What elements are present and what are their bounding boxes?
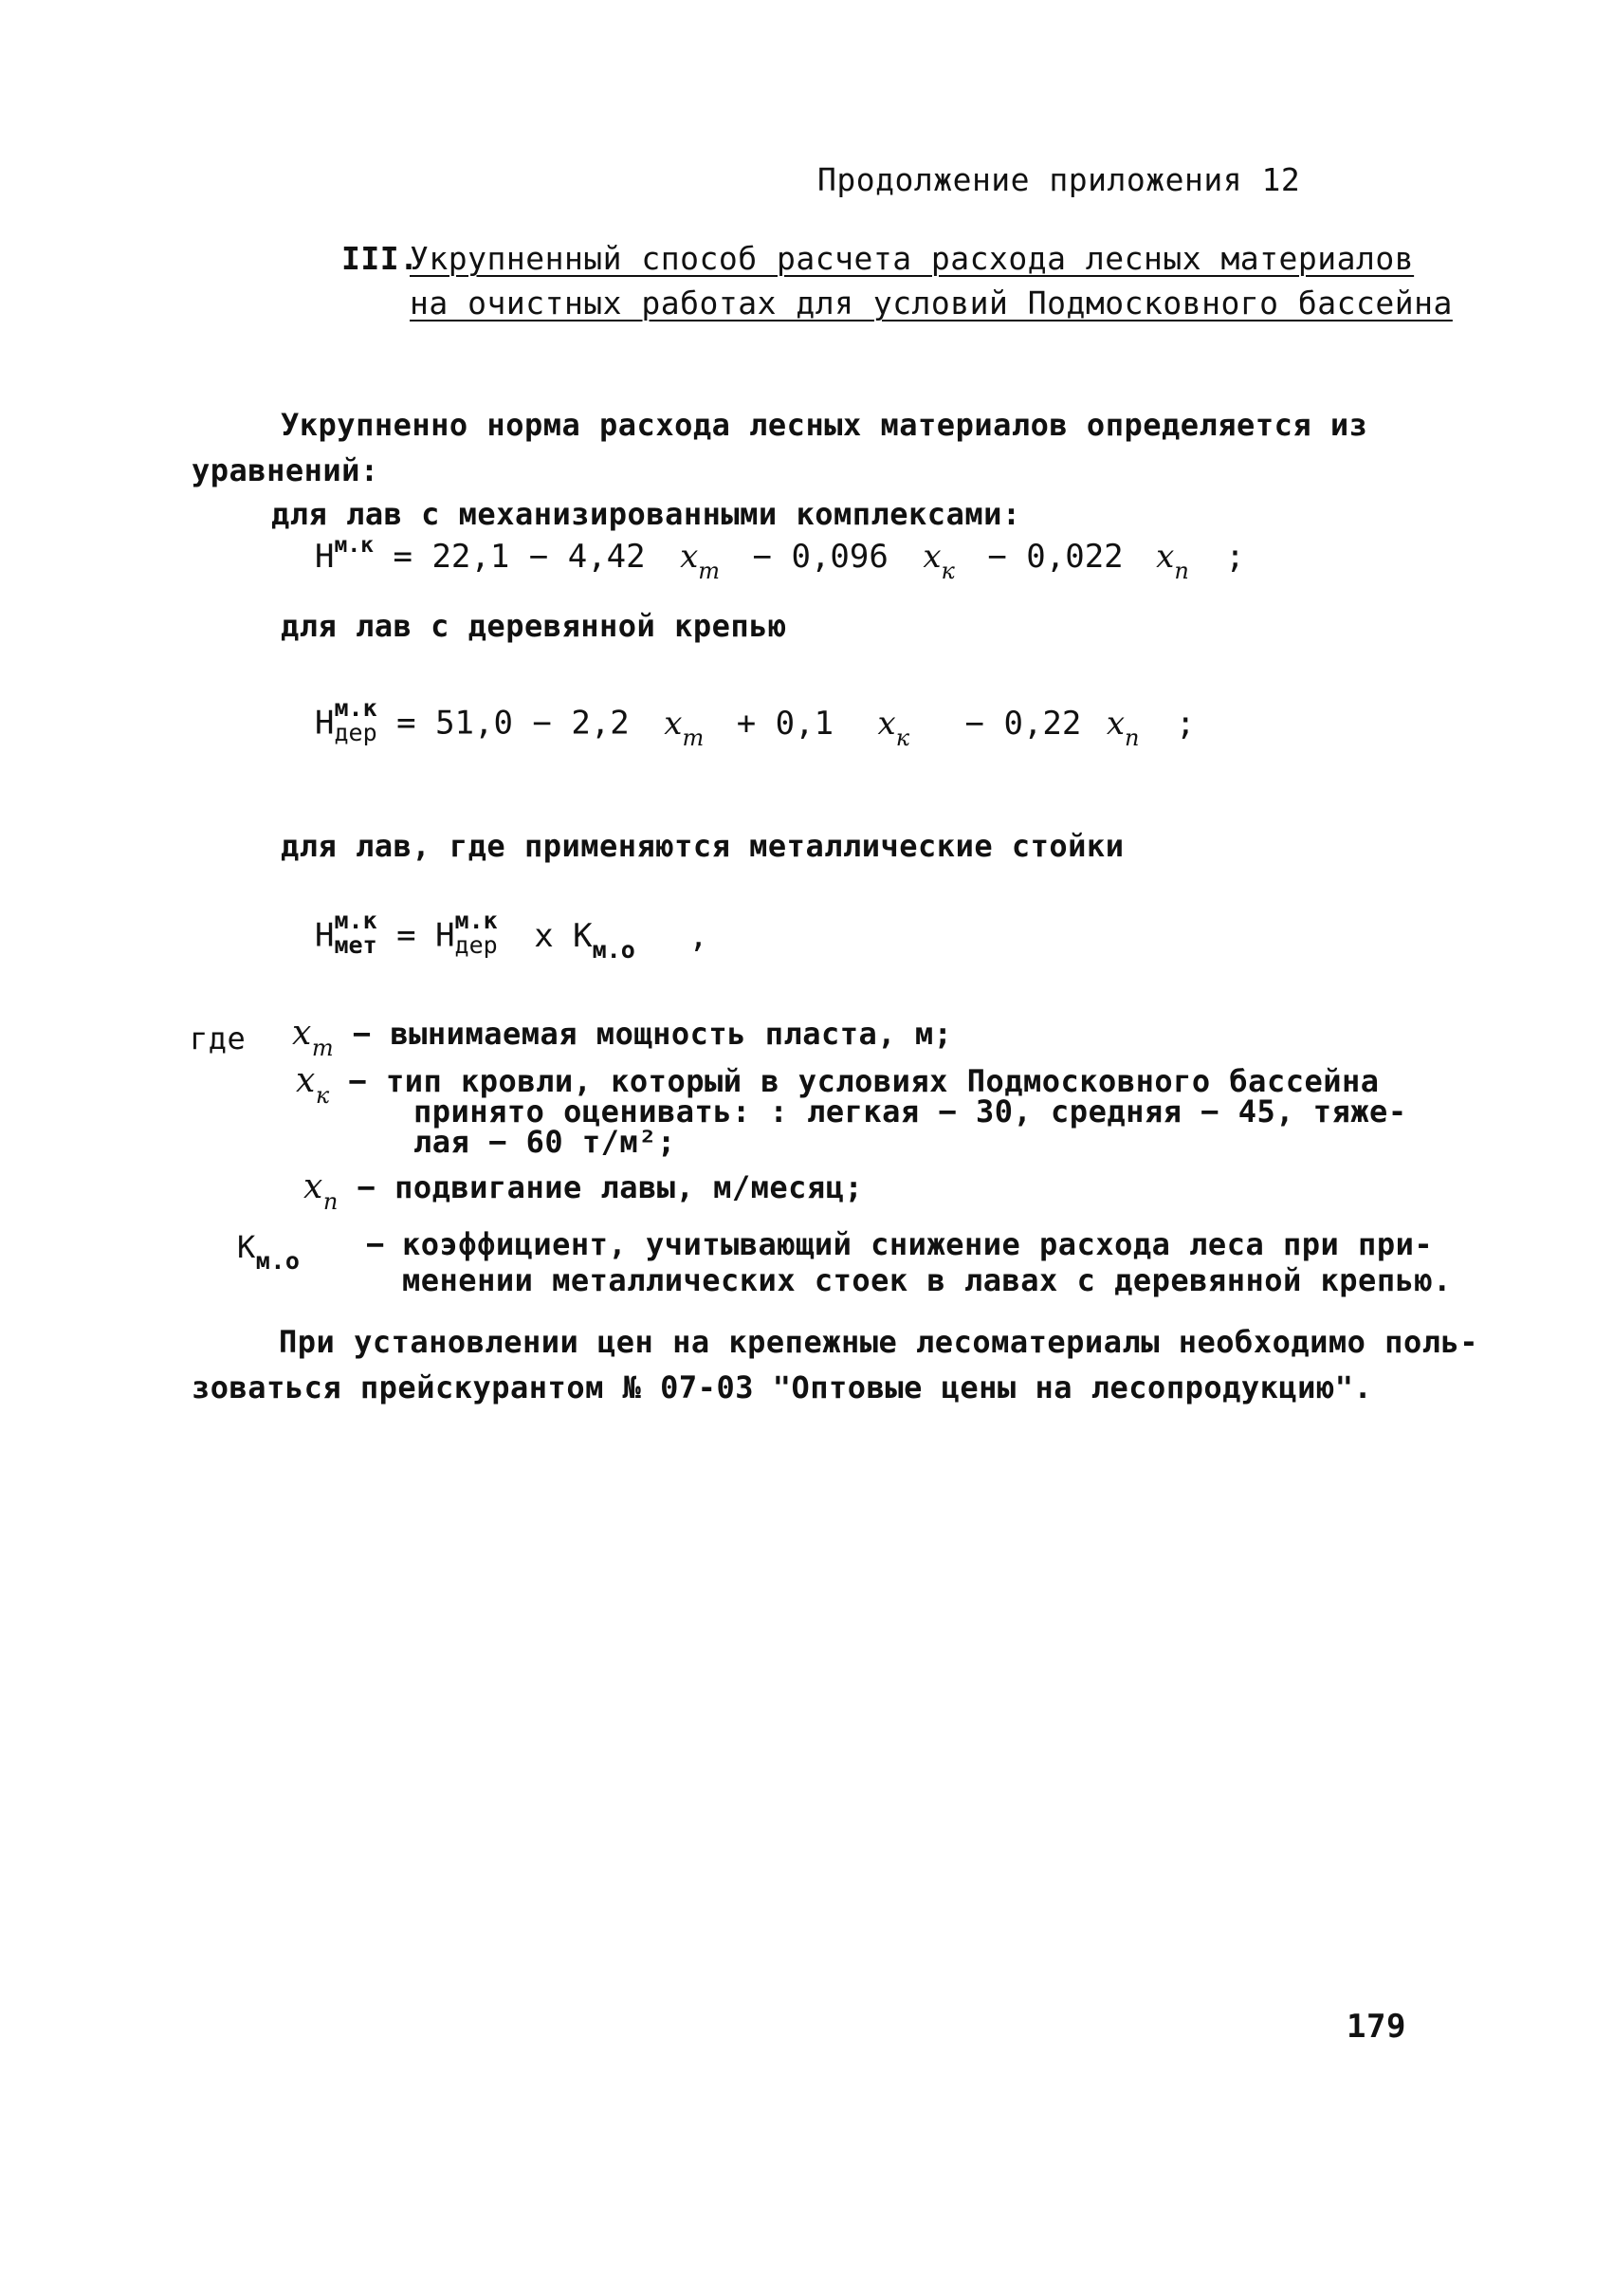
eq1-lhs-sup: м.к (334, 533, 375, 558)
case1-label: для лав с механизированными комплексами: (271, 496, 1021, 532)
eq2-term2: − 0,22 (964, 704, 1082, 743)
legend-xp-line1: подвигание лавы, м/месяц; (394, 1169, 864, 1205)
eq3-mid-sub: дер (454, 931, 498, 959)
legend-xk-line1: тип кровли, который в условиях Подмосковного бассейна (385, 1063, 1380, 1099)
closing-line1: При установлении цен на крепежные лесоматериалы необходимо поль- (279, 1324, 1478, 1360)
eq1-sub-m: m (698, 558, 721, 584)
eq3-times: x К (534, 916, 593, 955)
legend-item-xp (303, 1167, 864, 1215)
case3-label: для лав, где применяются металлические стойки (281, 828, 1125, 864)
equation-3 (315, 907, 708, 964)
legend-kmo-line1: коэффициент, учитывающий снижение расхода леса при при- (402, 1226, 1434, 1262)
legend-where: где (190, 1020, 247, 1056)
equation-1 (315, 533, 1245, 584)
section-title-line2: на очистных работах для условий Подмосковного бассейна (410, 285, 1453, 321)
page-number: 179 (1347, 2008, 1406, 2046)
eq1-end: ; (1225, 538, 1245, 576)
eq2-end: ; (1176, 704, 1196, 743)
eq1-lhs: Н (315, 538, 335, 576)
legend-kmo-dash: − (366, 1226, 385, 1262)
eq1-var-xk: x (923, 538, 942, 576)
section-number: III. (341, 240, 419, 277)
legend-xk-symbol: x (296, 1061, 316, 1100)
equation-2 (315, 694, 1196, 751)
eq1-var-xp: x (1156, 538, 1175, 576)
eq2-var-xp: x (1106, 704, 1126, 743)
eq3-k-sub: м.о (592, 935, 635, 964)
eq3-lhs-sub: мет (334, 931, 377, 959)
legend-item-xm (292, 1014, 953, 1061)
eq1-term0: = 22,1 − 4,42 (393, 538, 646, 576)
legend-kmo-line2: менении металлических стоек в лавах с деревянной крепью. (402, 1262, 1452, 1298)
legend-xp-dash: − (357, 1169, 376, 1205)
legend-xm-sub: m (311, 1035, 335, 1061)
legend-xm-dash: − (352, 1016, 372, 1052)
legend-xp-symbol: x (303, 1167, 323, 1206)
intro-line1: Укрупненно норма расхода лесных материалов определяется из (281, 407, 1368, 443)
eq2-var-xm: x (664, 704, 683, 743)
closing-line2: зоваться прейскурантом № 07-03 "Оптовые цены на лесопродукцию". (192, 1369, 1373, 1405)
continuation-header: Продолжение приложения 12 (817, 161, 1301, 198)
eq2-term0: = 51,0 − 2,2 (396, 704, 630, 743)
eq2-sub-p: п (1125, 724, 1140, 751)
case2-label: для лав с деревянной крепью (281, 608, 787, 644)
legend-xk-line2: принято оценивать: : легкая − 30, средняя − 45, тяже- (413, 1093, 1407, 1130)
eq2-sub-k: к (895, 724, 910, 751)
legend-xp-sub: п (322, 1188, 339, 1215)
legend-xm-line1: вынимаемая мощность пласта, м; (390, 1016, 953, 1052)
eq1-var-xm: x (680, 538, 699, 576)
eq1-sub-p: п (1174, 558, 1189, 584)
eq3-lhs: Н (315, 916, 335, 955)
eq2-lhs: Н (315, 704, 335, 743)
eq1-term2: − 0,022 (987, 538, 1124, 576)
legend-xk-dash: − (348, 1063, 368, 1099)
legend-xm-symbol: x (292, 1014, 312, 1053)
eq2-term1: + 0,1 (736, 704, 834, 743)
eq3-end: , (688, 916, 708, 955)
intro-line2: уравнений: (192, 452, 379, 488)
eq1-sub-k: к (941, 558, 955, 584)
eq3-mid-sup: м.к (454, 907, 498, 934)
eq2-lhs-sup: м.к (334, 694, 377, 722)
eq2-lhs-sub: дер (334, 719, 377, 746)
legend-xk-sub: к (315, 1082, 330, 1109)
legend-xk-line3: лая − 60 т/м²; (413, 1124, 676, 1160)
eq2-var-xk: x (877, 704, 896, 743)
legend-kmo-sub: м.о (255, 1247, 301, 1275)
legend-item-kmo (237, 1228, 301, 1275)
eq1-term1: − 0,096 (752, 538, 889, 576)
legend-kmo-symbol: К (237, 1229, 256, 1265)
eq2-sub-m: m (682, 724, 705, 751)
eq3-mid: = Н (396, 916, 455, 955)
eq3-lhs-sup: м.к (334, 907, 377, 934)
section-title-line1: Укрупненный способ расчета расхода лесных материалов (410, 240, 1415, 277)
